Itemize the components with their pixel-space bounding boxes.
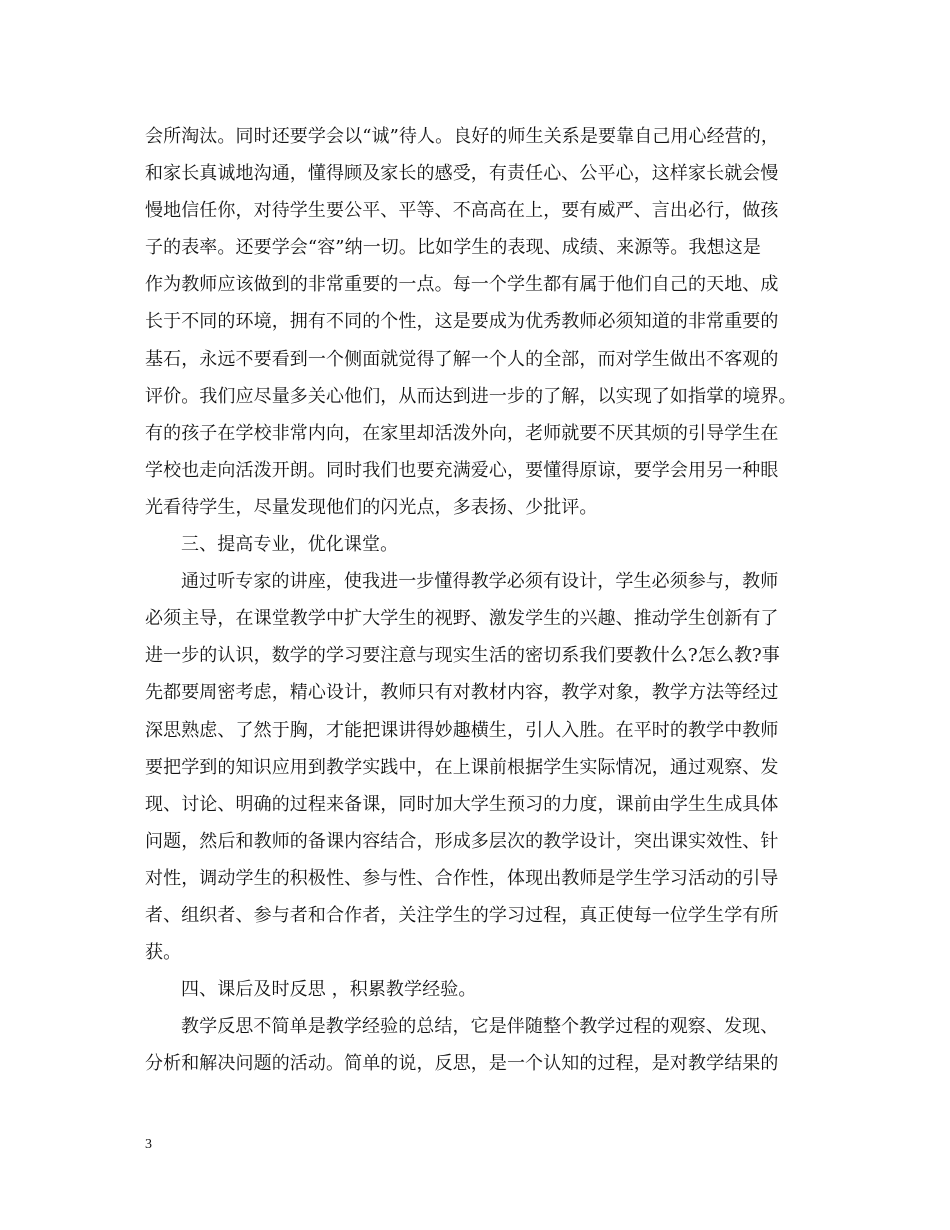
text-line: 必须主导，在课堂教学中扩大学生的视野、激发学生的兴趣、推动学生创新有了 — [145, 608, 779, 630]
text-line: 现、讨论、明确的过程来备课，同时加大学生预习的力度，课前由学生生成具体 — [145, 793, 779, 815]
page-number: 3 — [145, 1137, 152, 1152]
text-line: 要把学到的知识应用到教学实践中，在上课前根据学生实际情况，通过观察、发 — [145, 756, 779, 778]
text-line: 教学反思不简单是教学经验的总结，它是伴随整个教学过程的观察、发现、 — [181, 1016, 779, 1038]
text-line: 三、提高专业，优化课堂。 — [181, 534, 399, 556]
text-line: 学校也走向活泼开朗。同时我们也要充满爱心，要懂得原谅，要学会用另一种眼 — [145, 459, 779, 481]
text-line: 基石，永远不要看到一个侧面就觉得了解一个人的全部，而对学生做出不客观的 — [145, 348, 779, 370]
text-line: 先都要周密考虑，精心设计，教师只有对教材内容，教学对象，教学方法等经过 — [145, 682, 779, 704]
text-line: 深思熟虑、了然于胸，才能把课讲得妙趣横生，引人入胜。在平时的教学中教师 — [145, 719, 779, 741]
text-line: 作为教师应该做到的非常重要的一点。每一个学生都有属于他们自己的天地、成 — [145, 274, 779, 296]
text-line: 有的孩子在学校非常内向，在家里却活泼外向，老师就要不厌其烦的引导学生在 — [145, 422, 779, 444]
text-line: 四、课后及时反思 ，积累教学经验。 — [181, 979, 477, 1001]
text-line: 光看待学生，尽量发现他们的闪光点，多表扬、少批评。 — [145, 496, 598, 518]
text-line: 和家长真诚地沟通，懂得顾及家长的感受，有责任心、公平心，这样家长就会慢 — [145, 163, 779, 185]
text-line: 获。 — [145, 942, 182, 964]
text-line: 慢地信任你，对待学生要公平、平等、不高高在上，要有威严、言出必行，做孩 — [145, 200, 779, 222]
text-line: 长于不同的环境，拥有不同的个性，这是要成为优秀教师必须知道的非常重要的 — [145, 311, 779, 333]
text-line: 分析和解决问题的活动。简单的说，反思，是一个认知的过程，是对教学结果的 — [145, 1053, 779, 1075]
text-line: 会所淘汰。同时还要学会以“诚”待人。良好的师生关系是要靠自己用心经营的， — [145, 126, 780, 147]
text-line: 评价。我们应尽量多关心他们，从而达到进一步的了解，以实现了如指掌的境界。 — [145, 385, 797, 407]
text-line: 者、组织者、参与者和合作者，关注学生的学习过程，真正使每一位学生学有所 — [145, 904, 779, 926]
text-line: 进一步的认识，数学的学习要注意与现实生活的密切系我们要教什么?怎么教?事 — [145, 645, 780, 667]
text-line: 子的表率。还要学会“容”纳一切。比如学生的表现、成绩、来源等。我想这是 — [145, 237, 761, 259]
text-line: 对性，调动学生的积极性、参与性、合作性，体现出教师是学生学习活动的引导 — [145, 867, 779, 889]
text-line: 通过听专家的讲座，使我进一步懂得教学必须有设计，学生必须参与，教师 — [181, 571, 779, 593]
body-text — [145, 118, 810, 1082]
text-line: 问题，然后和教师的备课内容结合，形成多层次的教学设计，突出课实效性、针 — [145, 830, 779, 852]
